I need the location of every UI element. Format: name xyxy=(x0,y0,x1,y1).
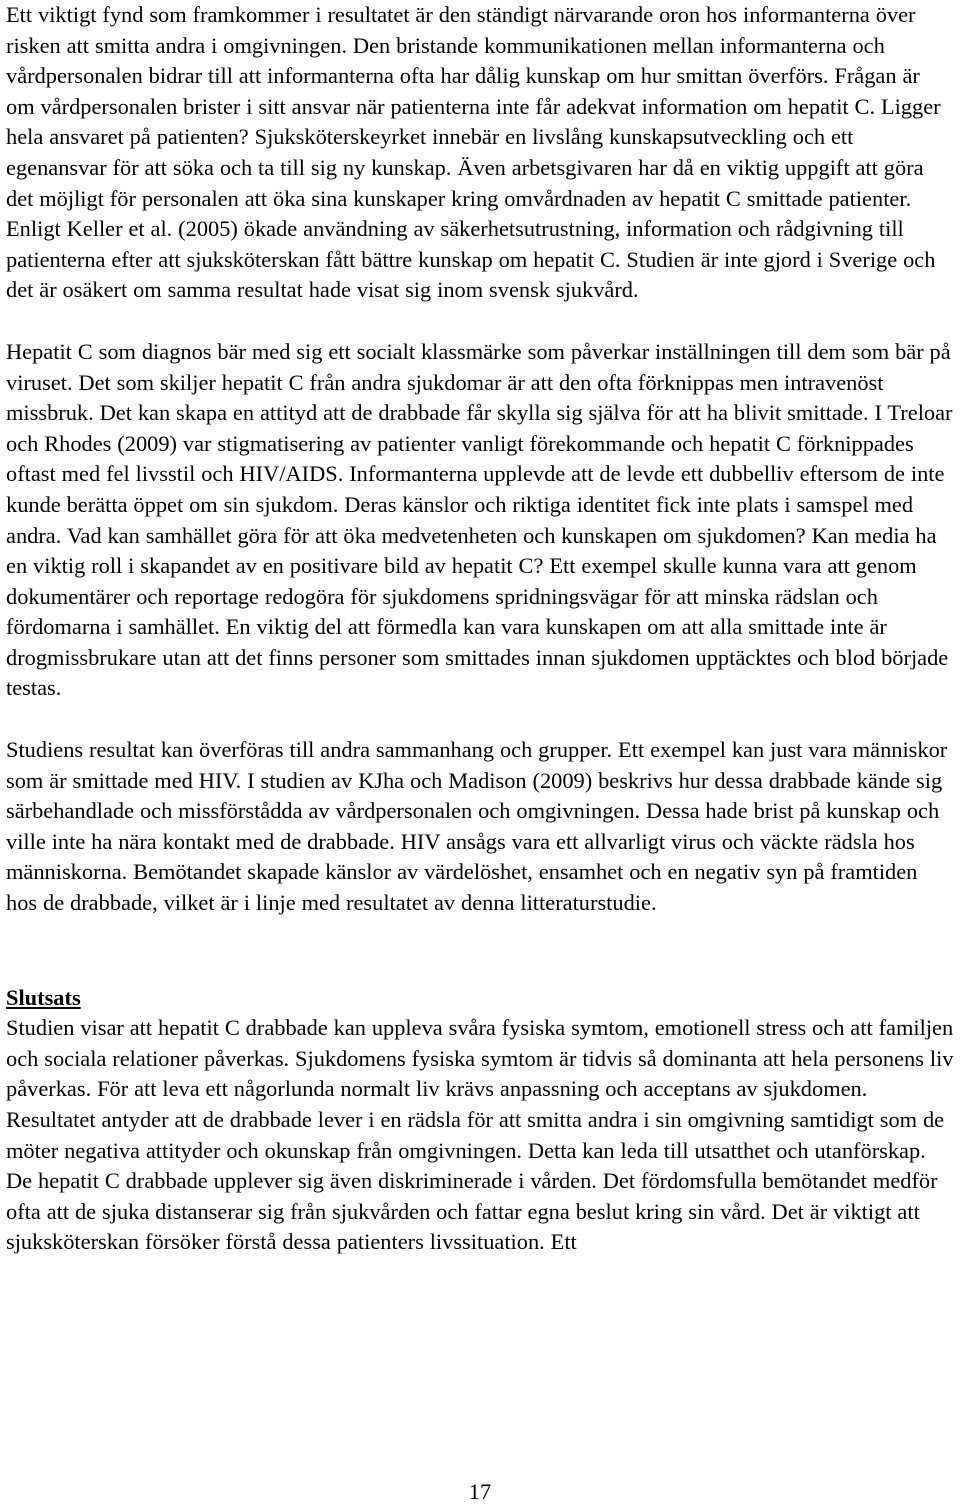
body-paragraph: Studiens resultat kan överföras till andra sammanhang och grupper. Ett exempel kan just vara människor som är smittade med HIV. I studien av KJha och Madison (2009) beskrivs hur dessa drabbade kände sig särbehandlade och missförstådda av vårdpersonalen och omgivningen. Dessa hade brist på kunskap och ville inte ha nära kontakt med de drabbade. HIV ansågs vara ett allvarligt virus och väckte rädsla hos människorna. Bemötandet skapade känslor av värdelöshet, ensamhet och en negativ syn på framtiden hos de drabbade, vilket är i linje med resultatet av denna litteraturstudie. xyxy=(6,737,948,916)
body-paragraph: Ett viktigt fynd som framkommer i resultatet är den ständigt närvarande oron hos informanterna över risken att smitta andra i omgivningen. Den bristande kommunikationen mellan informanterna och vårdpersonalen bidrar till att informanterna ofta har dålig kunskap om hur smittan överförs. Frågan är om vårdpersonalen brister i sitt ansvar när patienterna inte får adekvat information om hepatit C. Ligger hela ansvaret på patienten? Sjuksköterskeyrket innebär en livslång kunskapsutveckling och ett egenansvar för att söka och ta till sig ny kunskap. Även arbetsgivaren har då en viktig uppgift att göra det möjligt för personalen att öka sina kunskaper kring omvårdnaden av hepatit C smittade patienter. Enligt Keller et al. (2005) ökade användning av säkerhetsutrustning, information och rådgivning till patienterna efter att sjuksköterskan fått bättre kunskap om hepatit C. Studien är inte gjord i Sverige och det är osäkert om samma resultat hade visat sig inom svensk sjukvård. xyxy=(6,2,941,303)
conclusion-paragraph: Studien visar att hepatit C drabbade kan uppleva svåra fysiska symtom, emotionell stress och att familjen och sociala relationer påverkas. Sjukdomens fysiska symtom är tidvis så dominanta att hela personens liv påverkas. För att leva ett någorlunda normalt liv krävs anpassning och acceptans av sjukdomen. Resultatet antyder att de drabbade lever i en rädsla för att smitta andra i sin omgivning samtidigt som de möter negativa attityder och okunskap från omgivningen. Detta kan leda till utsatthet och utanförskap. De hepatit C drabbade upplever sig även diskriminerade i vården. Det fördomsfulla bemötandet medför ofta att de sjuka distanserar sig från sjukvården och fattar egna beslut kring sin vård. Det är viktigt att sjuksköterskan försöker förstå dessa patienters livssituation. Ett xyxy=(6,1015,954,1255)
document-page xyxy=(6,0,954,1258)
section-heading: Slutsats xyxy=(6,984,81,1010)
body-paragraph: Hepatit C som diagnos bär med sig ett socialt klassmärke som påverkar inställningen till dem som bär på viruset. Det som skiljer hepatit C från andra sjukdomar är att den ofta förknippas men intravenöst missbruk. Det kan skapa en attityd att de drabbade får skylla sig själva för att ha blivit smittade. I Treloar och Rhodes (2009) var stigmatisering av patienter vanligt förekommande och hepatit C förknippades oftast med fel livsstil och HIV/AIDS. Informanterna upplevde att de levde ett dubbelliv eftersom de inte kunde berätta öppet om sin sjukdom. Deras känslor och riktiga identitet fick inte plats i samspel med andra. Vad kan samhället göra för att öka medvetenheten och kunskapen om sjukdomen? Kan media ha en viktig roll i skapandet av en positivare bild av hepatit C? Ett exempel skulle kunna vara att genom dokumentärer och reportage redogöra för sjukdomens spridningsvägar för att minska rädslan och fördomarna i samhället. En viktig del att förmedla kan vara kunskapen om att alla smittade inte är drogmissbrukare utan att det finns personer som smittades innan sjukdomen upptäcktes och blod började testas. xyxy=(6,338,953,701)
page-number: 17 xyxy=(468,1479,492,1504)
